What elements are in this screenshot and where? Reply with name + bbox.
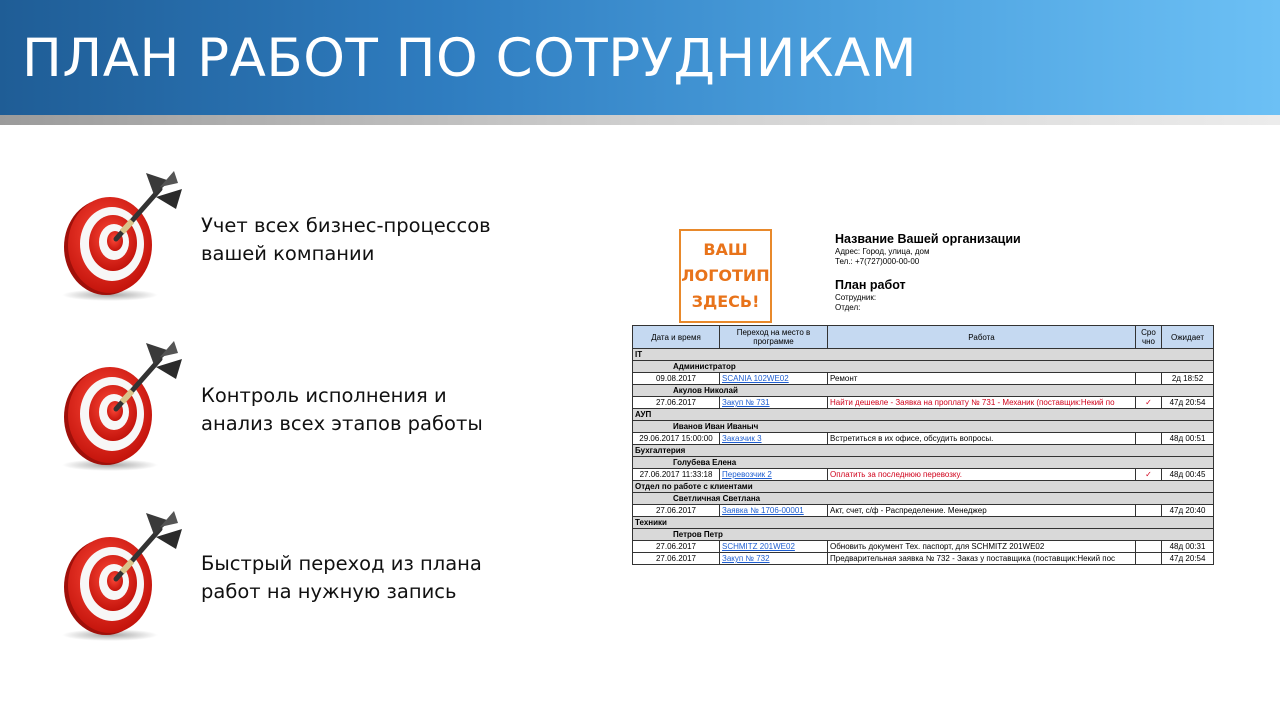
table-group-row xyxy=(633,409,1214,421)
work-cell: Ремонт xyxy=(828,373,1136,385)
employee-label: Петров Петр xyxy=(633,529,1214,541)
feature-text xyxy=(201,382,483,438)
date-cell: 27.06.2017 xyxy=(633,541,720,553)
table-body xyxy=(633,349,1214,565)
group-label: Бухгалтерия xyxy=(633,445,1214,457)
record-link[interactable]: Заказчик 3 xyxy=(720,433,828,445)
table-row xyxy=(633,397,1214,409)
table-group-row xyxy=(633,349,1214,361)
organization-info xyxy=(835,231,1021,267)
logo-line: ЗДЕСЬ! xyxy=(691,292,760,311)
column-header-urgent: Сро чно xyxy=(1136,326,1162,349)
group-label: АУП xyxy=(633,409,1214,421)
record-link[interactable]: Перевозчик 2 xyxy=(720,469,828,481)
date-cell: 09.08.2017 xyxy=(633,373,720,385)
page-title: ПЛАН РАБОТ ПО СОТРУДНИКАМ xyxy=(22,28,917,89)
wait-cell: 48д 00:51 xyxy=(1162,433,1214,445)
record-link[interactable]: SCANIA 102WE02 xyxy=(720,373,828,385)
plan-info xyxy=(835,277,906,313)
table-subgroup-row xyxy=(633,421,1214,433)
target-icon xyxy=(50,337,190,472)
column-header-work: Работа xyxy=(828,326,1136,349)
header-banner xyxy=(0,0,1280,115)
date-cell: 27.06.2017 xyxy=(633,505,720,517)
logo-line: ВАШ xyxy=(703,240,748,259)
department-label: Отдел: xyxy=(835,303,861,312)
urgent-check-icon xyxy=(1136,541,1162,553)
logo-line: ЛОГОТИП xyxy=(681,266,770,285)
date-cell: 27.06.2017 xyxy=(633,397,720,409)
date-cell: 29.06.2017 15:00:00 xyxy=(633,433,720,445)
urgent-check-icon xyxy=(1136,505,1162,517)
urgent-check-icon xyxy=(1136,373,1162,385)
feature-line: Учет всех бизнес-процессов xyxy=(201,214,491,237)
column-header-date: Дата и время xyxy=(633,326,720,349)
group-label: Отдел по работе с клиентами xyxy=(633,481,1214,493)
table-subgroup-row xyxy=(633,385,1214,397)
table-subgroup-row xyxy=(633,493,1214,505)
column-header-wait: Ожидает xyxy=(1162,326,1214,349)
wait-cell: 48д 00:31 xyxy=(1162,541,1214,553)
record-link[interactable]: Заявка № 1706-00001 xyxy=(720,505,828,517)
feature-item-2 xyxy=(50,337,510,477)
wait-cell: 48д 00:45 xyxy=(1162,469,1214,481)
feature-text xyxy=(201,550,482,606)
table-subgroup-row xyxy=(633,529,1214,541)
table-row xyxy=(633,553,1214,565)
wait-cell: 47д 20:40 xyxy=(1162,505,1214,517)
employee-label: Администратор xyxy=(633,361,1214,373)
feature-item-3 xyxy=(50,507,510,647)
table-group-row xyxy=(633,481,1214,493)
plan-title: План работ xyxy=(835,278,906,292)
work-cell: Предварительная заявка № 732 - Заказ у поставщика (поставщик:Некий пос xyxy=(828,553,1136,565)
target-icon xyxy=(50,167,190,302)
table-subgroup-row xyxy=(633,361,1214,373)
urgent-check-icon: ✓ xyxy=(1136,397,1162,409)
table-row xyxy=(633,469,1214,481)
organization-phone: Тел.: +7(727)000-00-00 xyxy=(835,257,920,266)
table-group-row xyxy=(633,517,1214,529)
employee-label: Сотрудник: xyxy=(835,293,877,302)
wait-cell: 47д 20:54 xyxy=(1162,397,1214,409)
feature-line: работ на нужную запись xyxy=(201,580,457,603)
employee-label: Акулов Николай xyxy=(633,385,1214,397)
column-header-link: Переход на место в программе xyxy=(720,326,828,349)
work-cell: Оплатить за последнюю перевозку. xyxy=(828,469,1136,481)
work-cell: Обновить документ Тех. паспорт, для SCHMITZ 201WE02 xyxy=(828,541,1136,553)
table-subgroup-row xyxy=(633,457,1214,469)
urgent-check-icon xyxy=(1136,553,1162,565)
feature-text xyxy=(201,212,491,268)
group-label: Техники xyxy=(633,517,1214,529)
employee-label: Голубева Елена xyxy=(633,457,1214,469)
feature-line: вашей компании xyxy=(201,242,375,265)
table-row xyxy=(633,373,1214,385)
employee-label: Иванов Иван Иваныч xyxy=(633,421,1214,433)
date-cell: 27.06.2017 11:33:18 xyxy=(633,469,720,481)
feature-line: Быстрый переход из плана xyxy=(201,552,482,575)
table-row xyxy=(633,505,1214,517)
feature-line: Контроль исполнения и xyxy=(201,384,447,407)
feature-line: анализ всех этапов работы xyxy=(201,412,483,435)
organization-address: Адрес: Город, улица, дом xyxy=(835,247,930,256)
date-cell: 27.06.2017 xyxy=(633,553,720,565)
work-cell: Акт, счет, с/ф - Распределение. Менеджер xyxy=(828,505,1136,517)
wait-cell: 47д 20:54 xyxy=(1162,553,1214,565)
work-cell: Встретиться в их офисе, обсудить вопросы. xyxy=(828,433,1136,445)
feature-item-1 xyxy=(50,167,510,307)
logo-placeholder xyxy=(679,229,772,323)
employee-label: Светличная Светлана xyxy=(633,493,1214,505)
record-link[interactable]: SCHMITZ 201WE02 xyxy=(720,541,828,553)
table-group-row xyxy=(633,445,1214,457)
target-icon xyxy=(50,507,190,642)
table-row xyxy=(633,433,1214,445)
wait-cell: 2д 18:52 xyxy=(1162,373,1214,385)
urgent-check-icon xyxy=(1136,433,1162,445)
work-cell: Найти дешевле - Заявка на проплату № 731 - Механик (поставщик:Некий по xyxy=(828,397,1136,409)
record-link[interactable]: Закуп № 732 xyxy=(720,553,828,565)
urgent-check-icon: ✓ xyxy=(1136,469,1162,481)
table-row xyxy=(633,541,1214,553)
record-link[interactable]: Закуп № 731 xyxy=(720,397,828,409)
group-label: IT xyxy=(633,349,1214,361)
table-header-row xyxy=(633,326,1214,349)
work-plan-table xyxy=(632,325,1214,565)
header-divider xyxy=(0,115,1280,125)
organization-name: Название Вашей организации xyxy=(835,232,1021,246)
